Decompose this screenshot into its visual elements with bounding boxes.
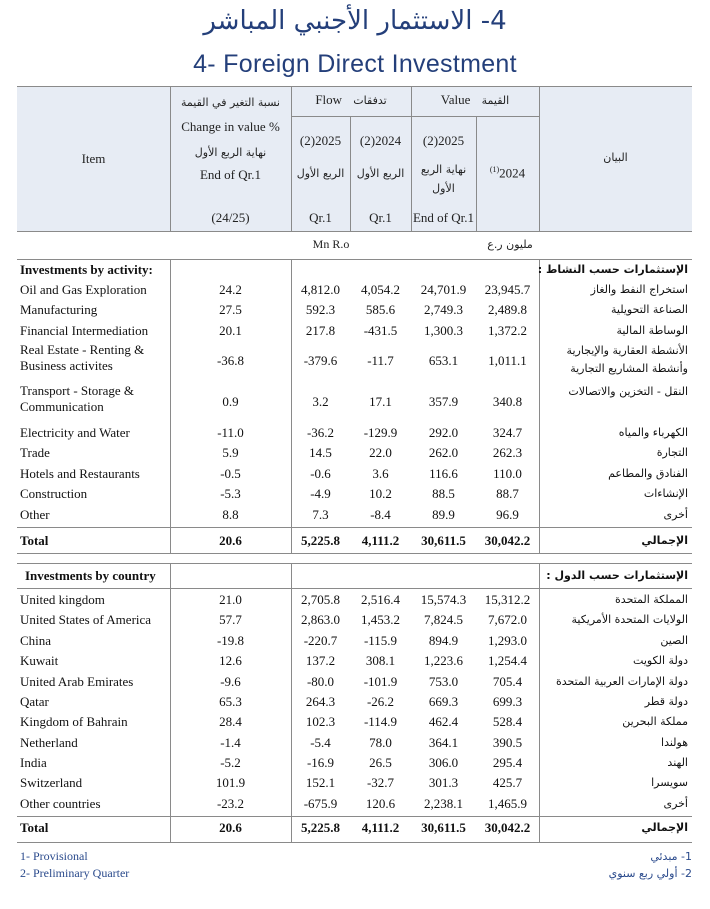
item-label: Oil and Gas Exploration [20,282,147,297]
header-value [411,92,539,108]
flow-2025-value: -0.6 [310,466,331,481]
item-label-ar: هولندا [661,736,688,749]
flow-2025-value: 14.5 [309,445,332,460]
table-row [17,280,692,300]
value-2025-value: 1,223.6 [424,653,463,668]
item-label-ar: الإنشاءات [643,487,688,500]
value-2025-value: 2,749.3 [424,302,463,317]
header-change-q-en: End of Qr.1 [199,167,262,182]
value-2024-value: 699.3 [492,694,523,709]
flow-2024-value: -114.9 [363,714,398,729]
item-label-ar: الفنادق والمطاعم [608,467,688,480]
change-value: 5.9 [222,445,239,460]
value-2024-value: 295.4 [492,755,523,770]
item-label: Financial Intermediation [20,323,149,338]
value-2025-value: 306.0 [428,755,459,770]
table-row [17,672,692,692]
flow-2025-value: 102.3 [305,714,336,729]
table-row [17,692,692,712]
header-flow-2024: (2)2024 [359,133,402,148]
item-label-ar: المملكة المتحدة [615,593,688,606]
total-border [17,816,692,817]
header-change-period: (24/25) [211,210,250,225]
value-2025-value: 364.1 [428,735,459,750]
flow-2024-value: -101.9 [363,674,398,689]
table-row [17,423,692,443]
header-change-ar: نسبة التغير في القيمة [181,96,280,109]
item-label-ar: الصين [660,634,688,647]
value-2024-value: 7,672.0 [488,612,527,627]
table-row [17,794,692,814]
item-label-ar: الولايات المتحدة الأمريكية [571,613,688,626]
item-label-ar: دولة الكويت [633,654,688,667]
table-row-total [17,820,692,838]
value-2025-value: 669.3 [428,694,459,709]
value-2024-value: 2,489.8 [488,302,527,317]
header-item: Item [81,151,106,166]
section-heading-activity [17,261,692,279]
total-label: Total [20,820,49,835]
section-heading-en: Investments by country [25,568,156,583]
table-row [17,300,692,320]
total-border [17,527,692,528]
value-2025-value: 7,824.5 [424,612,463,627]
flow-2024-value: -129.9 [363,425,398,440]
item-label: Kingdom of Bahrain [20,714,128,729]
value-2025-value: 1,300.3 [424,323,463,338]
section-heading-en: Investments by activity: [20,262,153,277]
item-label-ar: مملكة البحرين [622,715,688,728]
value-2025-value: 89.9 [432,507,455,522]
value-2025-value: 894.9 [428,633,459,648]
total-f24: 4,111.2 [361,820,400,835]
value-2024-value: 1,465.9 [488,796,527,811]
value-2024-value: 23,945.7 [484,282,531,297]
item-label: United kingdom [20,592,105,607]
section-border [17,563,692,564]
flow-2025-value: 4,812.0 [301,282,340,297]
total-f25: 5,225.8 [301,533,340,548]
page-title-ar: 4- الاستثمار الأجنبي المباشر [203,6,507,36]
item-label: Kuwait [20,653,59,668]
change-value: 57.7 [219,612,242,627]
value-2024-value: 96.9 [496,507,519,522]
value-2024-value: 425.7 [492,775,523,790]
section-heading-country [17,567,692,585]
flow-2024-value: 26.5 [369,755,392,770]
value-2025-value: 15,574.3 [420,592,467,607]
item-label-ar: الهند [667,756,688,769]
header-value-ar: القيمة [481,94,510,107]
item-label-ar: الوساطة المالية [616,324,688,337]
change-value: -0.5 [220,466,241,481]
header-value-2025: (2)2025 [422,133,465,148]
item-label-ar: استخراج النفط والغاز [590,283,688,296]
change-value: 0.9 [222,394,239,409]
flow-2025-value: -80.0 [306,674,335,689]
header-change-q-ar: نهاية الربع الأول [194,146,267,159]
change-value: -5.3 [220,486,241,501]
change-value: 20.1 [219,323,242,338]
flow-2025-value: -36.2 [306,425,335,440]
flow-2025-value: -379.6 [303,353,338,368]
total-v25: 30,611.5 [421,533,466,548]
total-v25: 30,611.5 [421,820,466,835]
item-label: United Arab Emirates [20,674,134,689]
total-label: Total [20,533,49,548]
table-row [17,610,692,630]
value-2025-value: 24,701.9 [420,282,467,297]
footnote-1-ar: 1- مبدئي [650,850,692,863]
item-label-ar: الكهرباء والمياه [618,426,688,439]
flow-2025-value: 217.8 [305,323,336,338]
header-value-2025-q-ar-2: الأول [432,182,455,195]
value-2024-value: 1,293.0 [488,633,527,648]
flow-2025-value: -5.4 [310,735,331,750]
total-f24: 4,111.2 [361,533,400,548]
page-title: 4- Foreign Direct Investment [193,50,517,78]
value-2024-value: 262.3 [492,445,523,460]
flow-2024-value: 10.2 [369,486,392,501]
total-chg: 20.6 [219,820,242,835]
item-label: United States of America [20,612,152,627]
table-row [17,484,692,504]
header-flow-en: Flow [315,92,343,107]
item-label-ar: النقل - التخزين والاتصالات [568,385,688,398]
table-row [17,773,692,793]
value-2025-value: 2,238.1 [424,796,463,811]
item-label-ar: دولة قطر [644,695,688,708]
unit-ar: مليون ر.ع [487,238,533,251]
flow-2024-value: -26.2 [366,694,395,709]
flow-2024-value: 3.6 [372,466,389,481]
section-border [17,842,692,843]
value-2025-value: 357.9 [428,394,459,409]
flow-2025-value: -4.9 [310,486,331,501]
unit-en: Mn R.o [312,237,350,251]
footnote-2: 2- Preliminary Quarter [20,866,130,880]
value-2025-value: 116.6 [429,466,458,481]
item-label: Other countries [20,796,101,811]
flow-2025-value: 3.2 [312,394,329,409]
value-2024-value: 390.5 [492,735,523,750]
header-flow-2024-q-ar: الربع الأول [356,167,405,180]
value-2024-value: 1,011.1 [488,353,527,368]
total-chg: 20.6 [219,533,242,548]
item-label: Construction [20,486,88,501]
header-value-en: Value [440,92,471,107]
value-2025-value: 301.3 [428,775,459,790]
item-label: Other [20,507,50,522]
value-2025-value: 292.0 [428,425,459,440]
change-value: 27.5 [219,302,242,317]
header-top-border [17,86,692,87]
change-value: 12.6 [219,653,242,668]
flow-2025-value: 137.2 [305,653,336,668]
item-label-ar: التجارة [656,446,688,459]
change-value: 24.2 [219,282,242,297]
flow-2024-value: 4,054.2 [361,282,400,297]
header-change-en: Change in value % [181,119,280,134]
change-value: 28.4 [219,714,242,729]
table-row-total [17,533,692,551]
section-border [17,259,692,260]
section-heading-ar: الإستثمارات حسب النشاط : [537,263,688,276]
table-row [17,505,692,525]
total-label-ar: الإجمالي [641,534,688,547]
item-label-ar: الصناعة التحويلية [610,303,688,316]
header-item-ar: البيان [603,151,628,164]
flow-2024-value: 1,453.2 [361,612,400,627]
header-value-2024-year: 2024 [499,165,526,181]
section-border [17,588,692,589]
change-value: 8.8 [222,507,239,522]
table-row [17,631,692,651]
section-border [17,553,692,554]
flow-2024-value: -431.5 [363,323,398,338]
flow-2024-value: -115.9 [363,633,398,648]
header-flow-2025-q-ar: الربع الأول [296,167,345,180]
item-label-ar: أخرى [663,797,688,810]
flow-2025-value: 264.3 [305,694,336,709]
change-value: -23.2 [216,796,245,811]
table-row [17,321,692,341]
flow-2025-value: 2,705.8 [301,592,340,607]
value-2024-value: 528.4 [492,714,523,729]
flow-2024-value: 22.0 [369,445,392,460]
item-label: Hotels and Restaurants [20,466,140,481]
item-label-ar: دولة الإمارات العربية المتحدة [555,675,688,688]
change-value: -5.2 [220,755,241,770]
value-2024-value: 1,372.2 [488,323,527,338]
footnote-2-ar: 2- أولي ربع سنوي [608,867,692,880]
footnote-1: 1- Provisional [20,849,88,863]
header-flow-2025: (2)2025 [299,133,342,148]
flow-2024-value: -8.4 [370,507,391,522]
value-2024-value: 705.4 [492,674,523,689]
item-label-ar: الأنشطة العقارية والإيجارية وأنشطة المشاريع التجارية [566,344,688,375]
value-2024-value: 15,312.2 [484,592,531,607]
item-label: Electricity and Water [20,425,130,440]
flow-2025-value: 2,863.0 [301,612,340,627]
total-v24: 30,042.2 [484,820,531,835]
change-value: -36.8 [216,353,245,368]
flow-2024-value: 17.1 [369,394,392,409]
item-label-ar: أخرى [663,508,688,521]
change-value: 21.0 [219,592,242,607]
flow-2025-value: 592.3 [305,302,336,317]
flow-2025-value: 7.3 [312,507,329,522]
table-row [17,341,692,381]
header-group-divider [291,116,539,117]
item-label: Qatar [20,694,49,709]
flow-2024-value: 308.1 [365,653,396,668]
value-2025-value: 88.5 [432,486,455,501]
flow-2024-value: 585.6 [365,302,396,317]
table-row [17,443,692,463]
total-v24: 30,042.2 [484,533,531,548]
change-value: -9.6 [220,674,241,689]
table-row [17,733,692,753]
flow-2025-value: 152.1 [305,775,336,790]
value-2025-value: 462.4 [428,714,459,729]
value-2024-value: 1,254.4 [488,653,527,668]
item-label: Netherland [20,735,78,750]
flow-2025-value: -16.9 [306,755,335,770]
item-label: Switzerland [20,775,83,790]
header-value-2025-q: End of Qr.1 [412,210,475,225]
table-row [17,712,692,732]
header-value-2024 [476,165,539,181]
change-value: -11.0 [217,425,244,440]
value-2024-value: 110.0 [493,466,522,481]
header-bottom-border [17,231,692,232]
header-value-2025-q-ar-1: نهاية الربع [420,163,467,176]
total-f25: 5,225.8 [301,820,340,835]
header-value-2024-sup: (1) [489,165,500,174]
change-value: 101.9 [215,775,246,790]
value-2025-value: 653.1 [428,353,459,368]
item-label: Real Estate - Renting & Business activites [20,342,145,373]
flow-2024-value: -32.7 [366,775,395,790]
item-label: India [20,755,47,770]
section-heading-ar: الإستثمارات حسب الدول : [546,569,688,582]
flow-2024-value: -11.7 [367,353,394,368]
item-label: China [20,633,52,648]
item-label: Transport - Storage & Communication [20,383,134,414]
table-row [17,590,692,610]
value-2024-value: 88.7 [496,486,519,501]
value-2024-value: 324.7 [492,425,523,440]
item-label-ar: سويسرا [651,776,688,789]
value-2024-value: 340.8 [492,394,523,409]
table-row [17,382,692,422]
flow-2024-value: 2,516.4 [361,592,400,607]
flow-2024-value: 78.0 [369,735,392,750]
header-flow-2025-q: Qr.1 [309,210,332,225]
change-value: 65.3 [219,694,242,709]
table-row [17,753,692,773]
value-2025-value: 753.0 [428,674,459,689]
flow-2025-value: -220.7 [303,633,338,648]
value-2025-value: 262.0 [428,445,459,460]
total-label-ar: الإجمالي [641,821,688,834]
item-label: Manufacturing [20,302,98,317]
flow-2024-value: 120.6 [365,796,396,811]
change-value: -1.4 [220,735,241,750]
flow-2025-value: -675.9 [303,796,338,811]
change-value: -19.8 [216,633,245,648]
header-flow [291,92,411,108]
table-row [17,464,692,484]
header-flow-2024-q: Qr.1 [369,210,392,225]
header-flow-ar: تدفقات [353,94,387,107]
item-label: Trade [20,445,50,460]
table-row [17,651,692,671]
